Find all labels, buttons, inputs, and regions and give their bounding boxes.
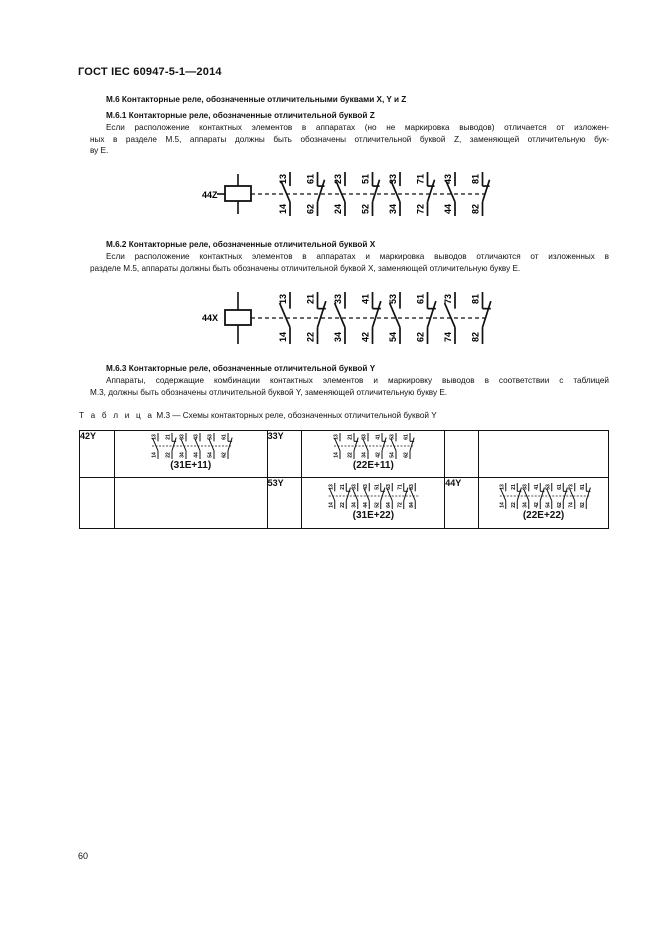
terminal-label: 13	[328, 484, 335, 490]
terminal-label: 14	[151, 452, 158, 458]
terminal-label: 21	[510, 484, 517, 490]
table-caption-text: М.3 — Схемы контакторных реле, обозначенных отличительной буквой Y	[154, 411, 437, 420]
terminal-label: 53	[207, 434, 214, 440]
mini-diagram	[321, 481, 425, 511]
paragraph-line: М.3, должны быть обозначены отличительной буквой Y, заменяющей отличительную букву Е.	[90, 387, 448, 397]
terminal-label: 14	[333, 452, 340, 458]
terminal-label: 13	[278, 173, 288, 185]
section-m62-text	[90, 251, 609, 274]
table-cell-code: 44Y	[445, 478, 479, 529]
paragraph-line: ных в разделе М.5, аппараты должны быть обозначены отличительной буквой Z, заменяющей отличительную бук-	[90, 134, 609, 144]
table-caption-prefix: Т а б л и ц а	[79, 411, 155, 420]
coil-label: 44X	[202, 313, 219, 323]
section-m6-title: М.6 Контакторные реле, обозначенные отличительными буквами X, Y и Z	[106, 95, 407, 104]
table-caption	[79, 411, 437, 420]
mini-diagram	[141, 431, 241, 461]
terminal-label: 23	[333, 173, 343, 185]
formula: (31Е+11)	[170, 460, 212, 471]
terminal-label: 61	[305, 173, 316, 185]
terminal-label: 74	[443, 331, 453, 343]
formula: (31Е+22)	[352, 510, 395, 521]
paragraph-line: Если расположение контактных элементов в аппаратах (но не маркировка выводов) отличается от изложен-	[106, 123, 609, 132]
terminal-label: 14	[278, 203, 288, 215]
coil-label: 44Z	[202, 190, 218, 200]
terminal-label: 62	[403, 452, 410, 458]
terminal-label: 14	[328, 502, 335, 508]
terminal-label: 21	[347, 434, 354, 440]
terminal-label: 73	[567, 484, 574, 490]
terminal-label: 82	[470, 203, 481, 215]
terminal-label: 33	[361, 434, 368, 440]
terminal-label: 43	[363, 484, 370, 490]
terminal-label: 22	[305, 331, 316, 343]
terminal-label: 21	[165, 434, 172, 440]
paragraph-line: Если расположение контактных элементов в аппаратах и маркировка выводов отличаются от изложенных в	[106, 252, 609, 261]
terminal-label: 33	[388, 173, 398, 185]
terminal-label: 52	[360, 203, 371, 215]
terminal-label: 44	[443, 203, 453, 215]
table-cell-code: 53Y	[267, 478, 302, 529]
terminal-label: 83	[409, 484, 416, 490]
diagram-44x	[195, 288, 495, 348]
terminal-label: 53	[388, 293, 398, 305]
terminal-label: 72	[397, 502, 404, 508]
terminal-label: 42	[360, 331, 371, 343]
terminal-label: 62	[556, 502, 563, 508]
terminal-label: 13	[151, 434, 158, 440]
section-m62-title: М.6.2 Контакторные реле, обозначенные отличительной буквой X	[106, 240, 376, 249]
terminal-label: 84	[409, 502, 416, 508]
terminal-label: 82	[579, 502, 586, 508]
terminal-label: 33	[521, 484, 528, 490]
terminal-label: 34	[351, 502, 358, 508]
terminal-label: 22	[347, 452, 354, 458]
paragraph-line: Аппараты, содержащие комбинации контактных элементов и маркировку выводов в соответствии с таблицей	[106, 376, 609, 385]
terminal-label: 61	[556, 484, 563, 490]
terminal-label: 33	[351, 484, 358, 490]
terminal-label: 54	[207, 452, 214, 458]
terminal-label: 62	[415, 331, 426, 343]
terminal-label: 61	[403, 434, 410, 440]
table-cell-code: 33Y	[267, 431, 302, 478]
diagram-44z	[195, 166, 495, 222]
terminal-label: 24	[333, 203, 343, 215]
terminal-label: 43	[443, 173, 453, 185]
table-cell-code	[80, 478, 115, 529]
section-m61-title: М.6.1 Контакторные реле, обозначенные отличительной буквой Z	[106, 111, 375, 120]
table-cell-diagram	[479, 478, 609, 529]
table-m3	[79, 430, 609, 529]
terminal-label: 62	[305, 203, 316, 215]
terminal-label: 34	[333, 331, 343, 343]
mini-diagram	[492, 481, 596, 511]
terminal-label: 44	[193, 452, 200, 458]
terminal-label: 44	[363, 502, 370, 508]
paragraph-line: разделе М.5, аппараты должны быть обозначены отличительной буквой X, заменяющей отличительную букву Е.	[90, 263, 521, 273]
coil-44z	[202, 174, 251, 214]
terminal-label: 64	[386, 502, 393, 508]
terminal-label: 71	[415, 173, 426, 185]
coil-44x	[202, 292, 251, 344]
table-cell-diagram	[479, 431, 609, 478]
table-row	[80, 478, 609, 529]
table-cell-code: 42Y	[80, 431, 115, 478]
terminal-label: 34	[388, 203, 398, 215]
terminal-label: 53	[389, 434, 396, 440]
terminal-label: 21	[340, 484, 347, 490]
section-m63-title: М.6.3 Контакторные реле, обозначенные отличительной буквой Y	[106, 364, 376, 373]
table-cell-diagram	[114, 478, 267, 529]
paragraph-line: ву Е.	[90, 146, 109, 156]
page-number: 60	[78, 851, 89, 861]
terminal-label: 42	[375, 452, 382, 458]
terminal-label: 14	[498, 502, 505, 508]
formula: (22Е+22)	[522, 510, 565, 521]
terminal-label: 63	[386, 484, 393, 490]
terminal-label: 72	[415, 203, 426, 215]
terminal-label: 13	[278, 293, 288, 305]
terminal-label: 73	[443, 293, 453, 305]
terminal-label: 51	[374, 484, 381, 490]
table-cell-diagram	[114, 431, 267, 478]
section-m63-text	[90, 375, 609, 398]
terminal-label: 81	[470, 293, 481, 305]
terminal-label: 74	[567, 502, 574, 508]
terminal-label: 33	[333, 293, 343, 305]
terminal-label: 13	[498, 484, 505, 490]
terminal-label: 52	[374, 502, 381, 508]
document-header: ГОСТ IEC 60947-5-1—2014	[78, 66, 222, 78]
terminal-label: 34	[179, 452, 186, 458]
terminal-label: 21	[305, 293, 316, 305]
terminal-label: 13	[333, 434, 340, 440]
terminal-label: 61	[221, 434, 228, 440]
terminal-label: 42	[533, 502, 540, 508]
terminal-label: 81	[579, 484, 586, 490]
terminal-label: 22	[340, 502, 347, 508]
terminal-label: 54	[544, 502, 551, 508]
terminal-label: 34	[361, 452, 368, 458]
table-cell-diagram	[302, 478, 445, 529]
terminal-label: 81	[470, 173, 481, 185]
terminal-label: 53	[544, 484, 551, 490]
mini-diagram	[323, 431, 423, 461]
table-cell-diagram	[302, 431, 445, 478]
terminal-label: 54	[389, 452, 396, 458]
terminal-label: 22	[165, 452, 172, 458]
terminal-label: 41	[533, 484, 540, 490]
section-m61-text	[90, 122, 609, 157]
terminal-label: 41	[375, 434, 382, 440]
terminal-label: 61	[415, 293, 426, 305]
terminal-label: 71	[397, 484, 404, 490]
terminal-label: 43	[193, 434, 200, 440]
terminal-label: 62	[221, 452, 228, 458]
terminal-label: 51	[360, 173, 371, 185]
terminal-label: 22	[510, 502, 517, 508]
table-row	[80, 431, 609, 478]
terminal-label: 54	[388, 331, 398, 343]
terminal-label: 82	[470, 331, 481, 343]
terminal-label: 33	[179, 434, 186, 440]
formula: (22Е+11)	[352, 460, 394, 471]
table-cell-code	[445, 431, 479, 478]
terminal-label: 41	[360, 293, 371, 305]
terminal-label: 34	[521, 502, 528, 508]
terminal-label: 14	[278, 331, 288, 343]
